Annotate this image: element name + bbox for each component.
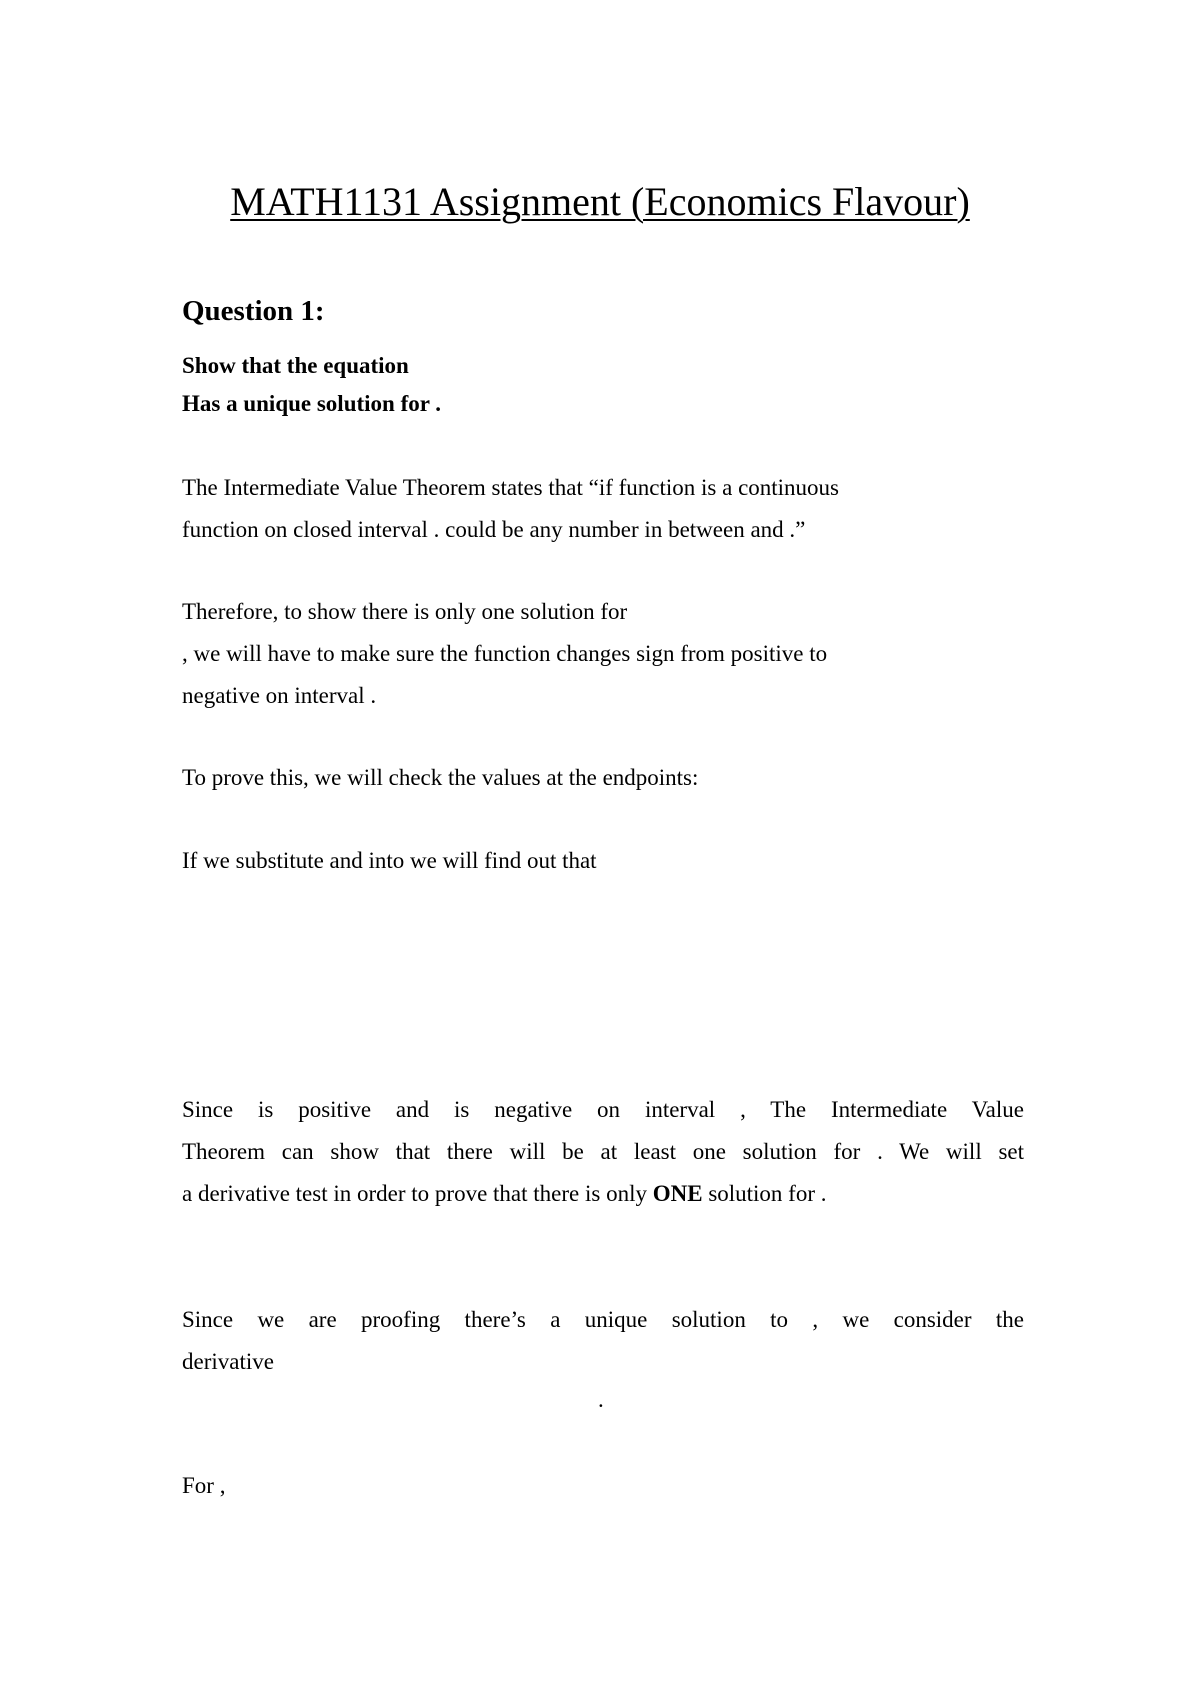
stray-period: . <box>598 1387 604 1412</box>
prove-line: To prove this, we will check the values at the endpoints: <box>182 765 699 790</box>
proofing-line-2: derivative <box>182 1349 274 1374</box>
since-line-3-emphasis: ONE <box>652 1181 703 1206</box>
prompt-line-1: Show that the equation <box>182 353 409 378</box>
substitute-paragraph <box>182 840 1024 882</box>
therefore-line-3: negative on interval . <box>182 683 377 708</box>
prove-paragraph <box>182 757 1024 799</box>
prompt-line-2: Has a unique solution for . <box>182 391 442 416</box>
document-title: MATH1131 Assignment (Economics Flavour) <box>230 179 970 224</box>
since-line-3 <box>182 1173 1024 1215</box>
therefore-line-1: Therefore, to show there is only one solution for <box>182 599 628 624</box>
since-line-2: Theorem can show that there will be at least one solution for . We will set <box>182 1139 1024 1164</box>
ivt-paragraph <box>182 467 1024 551</box>
since-line-3-end: solution for . <box>702 1181 827 1206</box>
substitute-line: If we substitute and into we will find out that <box>182 848 597 873</box>
ivt-line-1: The Intermediate Value Theorem states that “if function is a continuous <box>182 475 840 500</box>
therefore-paragraph <box>182 591 1024 717</box>
therefore-line-2: , we will have to make sure the function changes sign from positive to <box>182 641 828 666</box>
proofing-paragraph <box>182 1299 1024 1383</box>
since-line-3-start: a derivative test in order to prove that there is only <box>182 1181 653 1206</box>
since-line-1: Since is positive and is negative on interval , The Intermediate Value <box>182 1097 1024 1122</box>
for-paragraph <box>182 1465 1024 1507</box>
for-line: For , <box>182 1473 226 1498</box>
since-paragraph <box>182 1089 1024 1215</box>
proofing-line-1: Since we are proofing there’s a unique solution to , we consider the <box>182 1307 1024 1332</box>
ivt-line-2: function on closed interval . could be any number in between and .” <box>182 517 806 542</box>
question-heading: Question 1: <box>182 295 325 327</box>
